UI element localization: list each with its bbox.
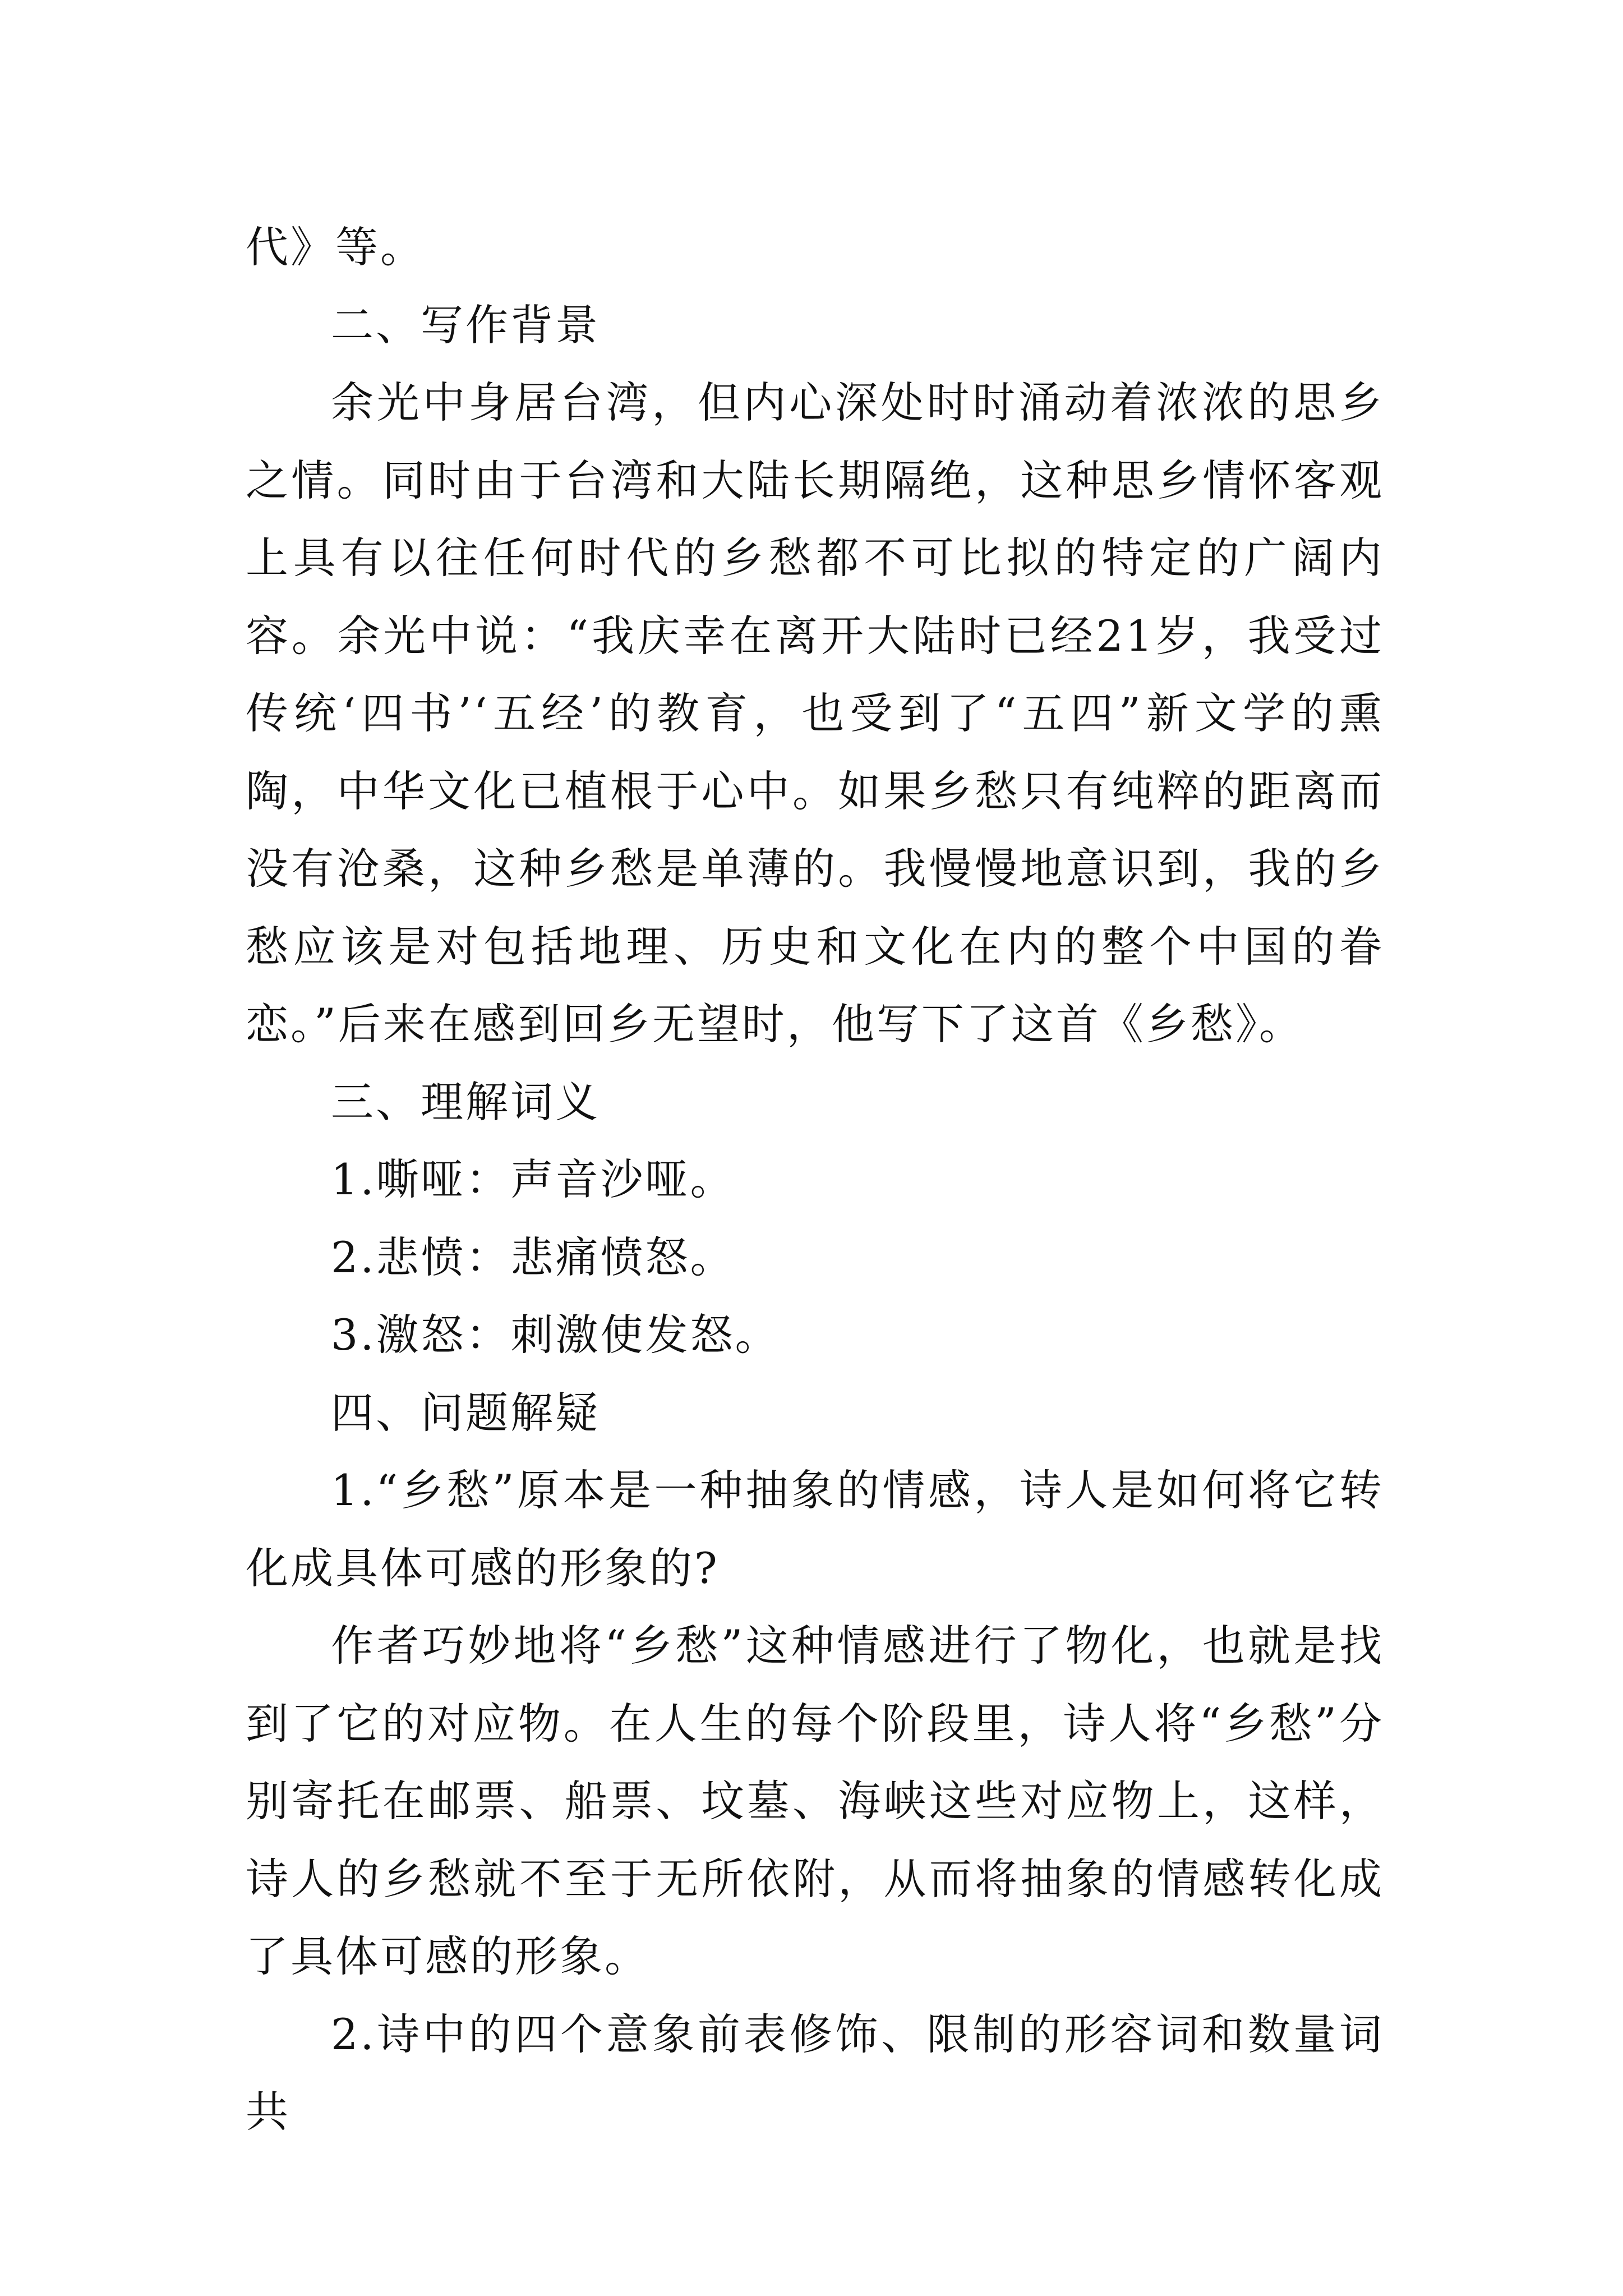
section-heading-questions: 四、问题解疑 <box>331 1387 600 1438</box>
document-body <box>246 209 1384 2151</box>
section-heading-writing-background: 二、写作背景 <box>331 300 600 350</box>
section-heading-word-meanings: 三、理解词义 <box>331 1076 600 1127</box>
answer-1: 作者巧妙地将“乡愁”这种情感进行了物化，也就是找到了它的对应物。在人生的每个阶段里，诗人将“乡愁”分别寄托在邮票、船票、坟墓、海峡这些对应物上，这样，诗人的乡愁就不至于无所依附，从而将抽象的情感转化成了具体可感的形象。 <box>246 1621 1384 1981</box>
question-2: 2.诗中的四个意象前表修饰、限制的形容词和数量词共 <box>246 2009 1384 2137</box>
question-1: 1.“乡愁”原本是一种抽象的情感，诗人是如何将它转化成具体可感的形象的? <box>246 1465 1384 1593</box>
word-meaning-item-1: 1.嘶哑：声音沙哑。 <box>331 1154 735 1204</box>
word-meaning-item-3: 3.激怒：刺激使发怒。 <box>331 1310 780 1360</box>
paragraph-background: 余光中身居台湾，但内心深处时时涌动着浓浓的思乡之情。同时由于台湾和大陆长期隔绝，这种思乡情怀客观上具有以往任何时代的乡愁都不可比拟的特定的广阔内容。余光中说：“我庆幸在离开大陆时已经21岁，我受过传统‘四书’‘五经’的教育，也受到了“五四”新文学的熏陶，中华文化已植根于心中。如果乡愁只有纯粹的距离而没有沧桑，这种乡愁是单薄的。我慢慢地意识到，我的乡愁应该是对包括地理、历史和文化在内的整个中国的眷恋。”后来在感到回乡无望时，他写下了这首《乡愁》。 <box>246 378 1384 1049</box>
word-meaning-item-2: 2.悲愤：悲痛愤怒。 <box>331 1232 735 1282</box>
paragraph-continuation: 代》等。 <box>246 222 425 272</box>
